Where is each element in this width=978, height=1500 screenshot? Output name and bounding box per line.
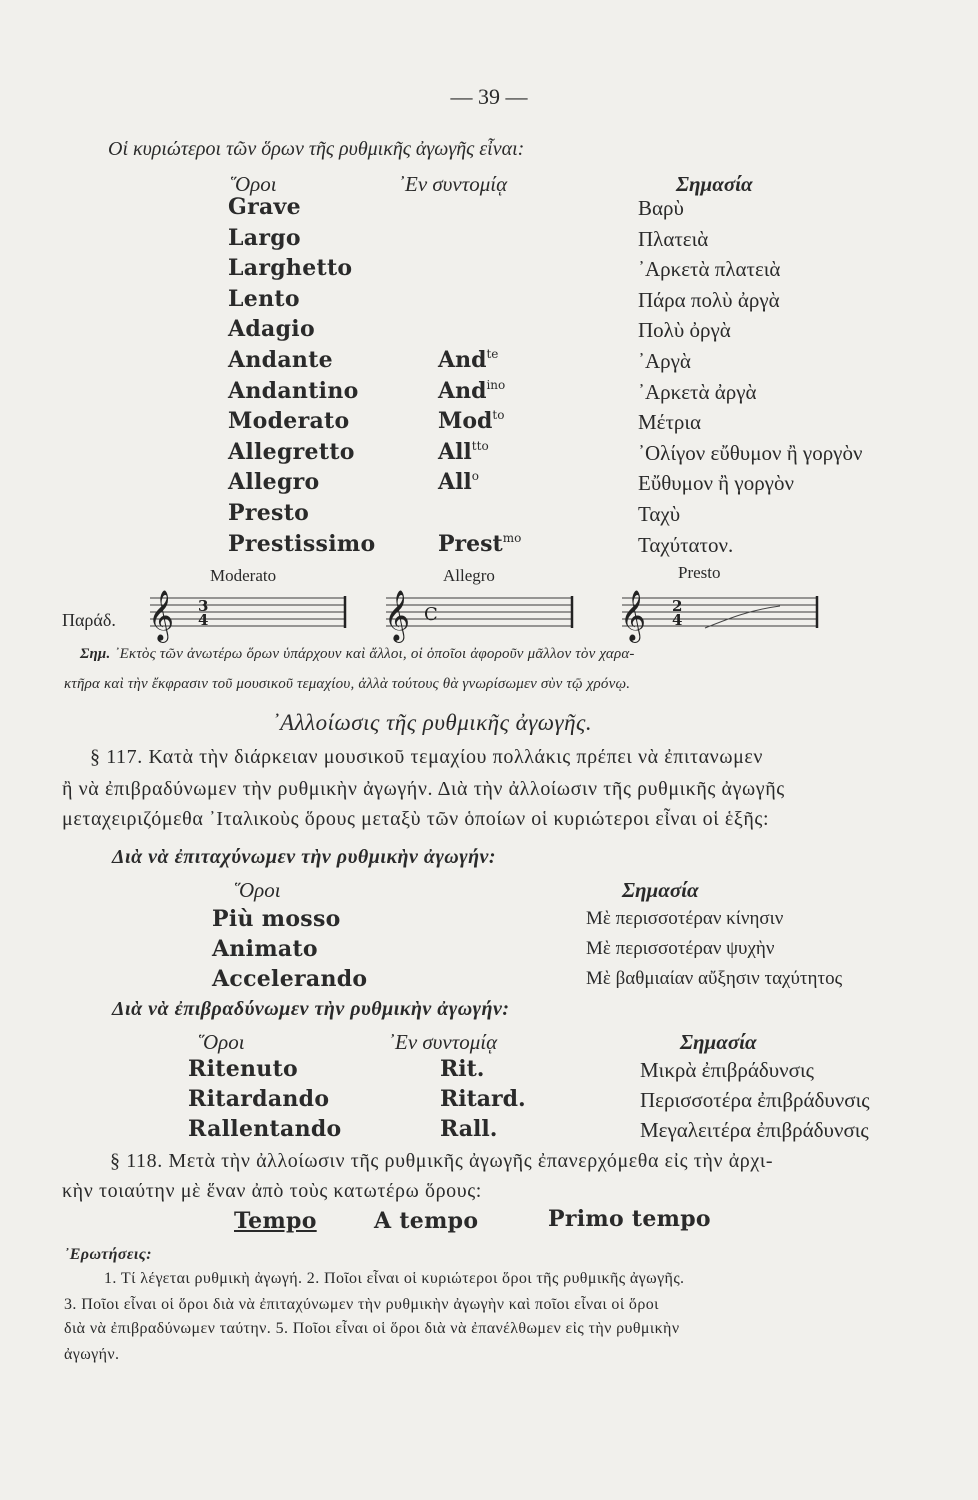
note-line-2: κτῆρα καὶ τὴν ἔκφρασιν τοῦ μουσικοῦ τεμαχίου, ἀλλὰ τούτους θὰ γνωρίσωμεν σὺν τῷ χρόνῳ.	[64, 676, 631, 692]
treble-clef-icon: 𝄞	[620, 590, 647, 641]
staff-1	[148, 590, 345, 643]
tempo-meaning: Ταχύτατον.	[638, 533, 734, 557]
abbreviation-suffix: o	[471, 469, 480, 483]
tempo-term: Moderato	[228, 408, 350, 434]
tempo-term: Largo	[228, 225, 301, 251]
accel-heading: Διὰ νὰ ἐπιταχύνωμεν τὴν ρυθμικὴν ἀγωγήν:	[112, 846, 497, 868]
questions-line-4: ἀγωγήν.	[64, 1346, 120, 1363]
ritard-header-meaning: Σημασία	[680, 1030, 757, 1054]
tempo-term-1: Tempo	[234, 1208, 317, 1234]
accel-term: Animato	[212, 936, 318, 962]
staff-3	[620, 590, 817, 643]
accel-term: Accelerando	[212, 966, 368, 992]
staff-1-meter-bottom: 4	[198, 611, 209, 629]
staff-2	[384, 590, 572, 643]
ritard-abbreviation: Rit.	[440, 1056, 485, 1082]
ritard-term: Ritardando	[188, 1086, 330, 1112]
ritard-meaning: Μικρὰ ἐπιβράδυνσις	[640, 1058, 814, 1082]
ritard-abbreviation: Rall.	[440, 1116, 498, 1142]
note-line-1	[80, 646, 635, 663]
note-label: Σημ.	[80, 646, 111, 662]
tempo-abbreviation	[438, 439, 489, 465]
ritard-meaning: Μεγαλειτέρα ἐπιβράδυνσις	[640, 1118, 869, 1142]
abbreviation-suffix: to	[492, 408, 505, 422]
tempo-meaning: Μέτρια	[638, 410, 702, 434]
accel-header-terms: ῞Οροι	[232, 878, 281, 902]
tempo-meaning: ᾿Ολίγον εὔθυμον ἢ γοργὸν	[638, 441, 863, 465]
tempo-meaning: Ταχὺ	[638, 502, 681, 526]
abbreviation-base: Prest	[438, 531, 503, 557]
tempo-meaning: Πάρα πολὺ ἀργὰ	[638, 288, 780, 312]
intro-text: Οἱ κυριώτεροι τῶν ὅρων τῆς ρυθμικῆς ἀγωγῆς εἶναι:	[108, 138, 525, 160]
questions-line-3: διὰ νὰ ἐπιβραδύνωμεν ταύτην. 5. Ποῖοι εἶναι οἱ ὅροι διὰ νὰ ἐπανέλθωμεν εἰς τὴν ρυθμικὴν	[64, 1320, 680, 1337]
tempo-meaning: Πλατειὰ	[638, 227, 709, 251]
table1-header-meaning: Σημασία	[676, 172, 753, 196]
abbreviation-base: Mod	[438, 408, 493, 434]
tempo-term-3: Primo tempo	[548, 1206, 711, 1232]
ritard-abbreviation: Ritard.	[440, 1086, 526, 1112]
tempo-term: Lento	[228, 286, 300, 312]
accel-meaning: Μὲ περισσοτέραν ψυχὴν	[586, 938, 775, 959]
staff-1-meter-top: 3	[198, 597, 209, 615]
abbreviation-suffix: ino	[486, 378, 506, 392]
abbreviation-base: And	[438, 378, 487, 404]
note-text-1: ᾿Εκτὸς τῶν ἀνωτέρω ὅρων ὑπάρχουν καὶ ἄλλοι, οἱ ὁποῖοι ἀφοροῦν μᾶλλον τὸν χαρα-	[114, 646, 635, 662]
para-117-line-1: § 117. Κατὰ τὴν διάρκειαν μουσικοῦ τεμαχίου πολλάκις πρέπει νὰ ἐπιτανωμεν	[90, 746, 764, 768]
example-label: Παράδ.	[62, 610, 116, 630]
abbreviation-base: And	[438, 347, 487, 373]
tempo-term: Grave	[228, 194, 301, 220]
section-heading: ᾿Αλλοίωσις τῆς ρυθμικῆς ἀγωγῆς.	[272, 710, 593, 735]
ritard-heading: Διὰ νὰ ἐπιβραδύνωμεν τὴν ρυθμικὴν ἀγωγήν:	[112, 998, 510, 1020]
questions-label: ᾿Ερωτήσεις:	[64, 1246, 152, 1263]
tempo-term: Prestissimo	[228, 531, 376, 557]
tempo-term: Andante	[228, 347, 333, 373]
tempo-abbreviation	[438, 469, 479, 495]
para-117-line-3: μεταχειριζόμεθα ᾿Ιταλικοὺς ὅρους μεταξὺ τῶν ὁποίων οἱ κυριώτεροι εἶναι οἱ ἑξῆς:	[62, 808, 770, 830]
abbreviation-suffix: tto	[471, 439, 489, 453]
abbreviation-suffix: te	[486, 347, 499, 361]
accel-meaning: Μὲ περισσοτέραν κίνησιν	[586, 908, 784, 929]
para-118-line-1: § 118. Μετὰ τὴν ἀλλοίωσιν τῆς ρυθμικῆς ἀγωγῆς ἐπανερχόμεθα εἰς τὴν ἀρχι-	[110, 1150, 774, 1172]
para-117-line-2: ἢ νὰ ἐπιβραδύνωμεν τὴν ρυθμικὴν ἀγωγήν. Διὰ τὴν ἀλλοίωσιν τῆς ρυθμικῆς ἀγωγῆς	[62, 778, 785, 800]
tempo-meaning: ᾿Αρκετὰ ἀργὰ	[638, 380, 757, 404]
tempo-meaning: Εὔθυμον ἢ γοργὸν	[638, 471, 794, 495]
abbreviation-suffix: mo	[502, 531, 522, 545]
staff-3-meter-top: 2	[672, 597, 683, 615]
staff-3-meter-bottom: 4	[672, 611, 683, 629]
ritard-header-abbr: ᾿Εν συντομίᾳ	[388, 1030, 498, 1054]
abbreviation-base: All	[438, 469, 472, 495]
tempo-term: Larghetto	[228, 255, 353, 281]
music-staves	[140, 588, 840, 648]
tempo-term: Adagio	[228, 316, 315, 342]
abbreviation-base: All	[438, 439, 472, 465]
tempo-abbreviation	[438, 378, 505, 404]
tempo-meaning: Βαρὺ	[638, 196, 684, 220]
ritard-term: Rallentando	[188, 1116, 342, 1142]
accel-meaning: Μὲ βαθμιαίαν αὔξησιν ταχύτητος	[586, 968, 843, 989]
tempo-abbreviation	[438, 408, 504, 434]
ritard-header-terms: ῞Οροι	[196, 1030, 245, 1054]
table1-header-abbr: ᾿Εν συντομίᾳ	[398, 172, 508, 196]
questions-line-2: 3. Ποῖοι εἶναι οἱ ὅροι διὰ νὰ ἐπιταχύνωμεν τὴν ρυθμικὴν ἀγωγὴν καὶ ποῖοι εἶναι οἱ ὅροι	[64, 1296, 659, 1313]
tempo-abbreviation	[438, 347, 498, 373]
tempo-abbreviation	[438, 531, 521, 557]
ritard-meaning: Περισσοτέρα ἐπιβράδυνσις	[640, 1088, 870, 1112]
accel-term: Più mosso	[212, 906, 341, 932]
questions-line-1: 1. Τί λέγεται ρυθμικὴ ἀγωγή. 2. Ποῖοι εἶναι οἱ κυριώτεροι ὅροι τῆς ρυθμικῆς ἀγωγῆς.	[104, 1270, 685, 1287]
tempo-meaning: ᾿Αρκετὰ πλατειὰ	[638, 257, 781, 281]
table1-header-terms: ῞Οροι	[228, 172, 277, 196]
tempo-term: Allegro	[228, 469, 320, 495]
staff-2-tempo: Allegro	[443, 566, 495, 585]
staff-2-meter: C	[424, 604, 438, 625]
tempo-term: Allegretto	[228, 439, 355, 465]
tempo-meaning: ᾿Αργὰ	[638, 349, 691, 373]
ritard-term: Ritenuto	[188, 1056, 299, 1082]
treble-clef-icon: 𝄞	[384, 590, 411, 641]
staff-1-tempo: Moderato	[210, 566, 277, 585]
para-118-line-2: κὴν τοιαύτην μὲ ἕναν ἀπὸ τοὺς κατωτέρω ὅρους:	[62, 1180, 482, 1202]
accel-header-meaning: Σημασία	[622, 878, 699, 902]
tempo-meaning: Πολὺ ὀργὰ	[638, 318, 731, 342]
staff-3-tempo: Presto	[678, 563, 721, 582]
treble-clef-icon: 𝄞	[148, 590, 175, 641]
page-number: — 39 —	[450, 84, 528, 109]
tempo-term: Andantino	[228, 378, 359, 404]
tempo-term-2: A tempo	[374, 1208, 479, 1234]
tempo-term: Presto	[228, 500, 310, 526]
